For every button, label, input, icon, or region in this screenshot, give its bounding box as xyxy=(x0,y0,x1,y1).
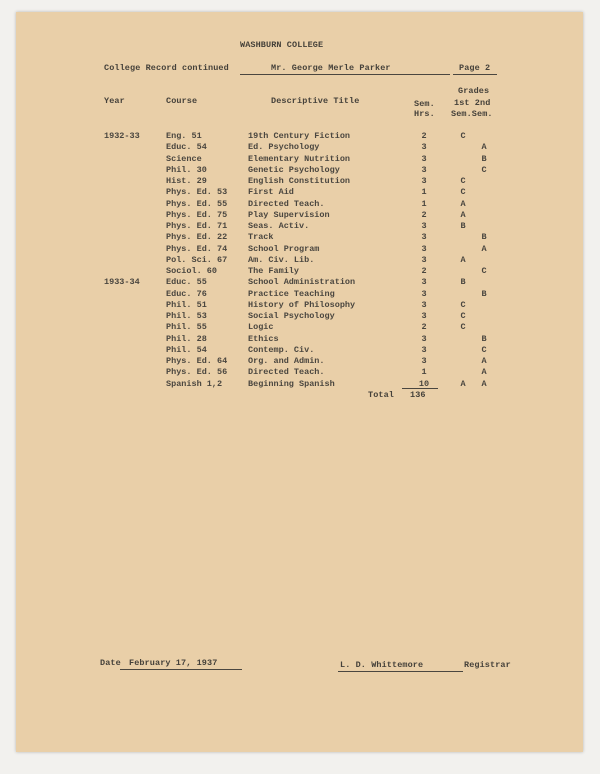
row-grade-second: B xyxy=(481,232,487,243)
col-grades: Grades xyxy=(458,86,490,96)
row-course: Phys. Ed. 74 xyxy=(166,243,228,254)
course-row xyxy=(16,244,583,255)
row-hours: 3 xyxy=(421,299,427,310)
course-row xyxy=(16,210,583,221)
row-grade-first: C xyxy=(460,131,466,141)
row-hours: 3 xyxy=(421,311,427,321)
row-grade-second: C xyxy=(481,266,487,276)
course-row xyxy=(16,176,583,187)
row-title: Social Psychology xyxy=(248,311,335,321)
row-grade-second: B xyxy=(481,333,487,344)
course-row xyxy=(16,277,583,288)
course-row xyxy=(16,165,583,176)
row-course: Science xyxy=(166,153,202,164)
row-year: 1932-33 xyxy=(104,131,140,141)
course-row xyxy=(16,311,583,322)
date-value: February 17, 1937 xyxy=(129,658,218,668)
row-year: 1933-34 xyxy=(104,277,140,288)
transcript-page xyxy=(16,12,583,752)
row-hours: 2 xyxy=(421,266,427,276)
col-hrs-2: Hrs. xyxy=(414,109,435,119)
row-grade-first: C xyxy=(460,299,466,310)
row-grade-second: A xyxy=(481,356,487,366)
row-title: Ethics xyxy=(248,333,279,344)
row-course: Phil. 54 xyxy=(166,344,207,355)
row-hours: 2 xyxy=(421,209,427,220)
course-row xyxy=(16,266,583,277)
row-title: Ed. Psychology xyxy=(248,142,320,153)
record-label: College Record continued xyxy=(104,63,229,73)
row-course: Phil. 28 xyxy=(166,333,207,344)
course-row xyxy=(16,334,583,345)
col-course: Course xyxy=(166,96,198,106)
row-hours: 1 xyxy=(421,198,427,209)
row-title: School Program xyxy=(248,243,320,254)
row-title: Am. Civ. Lib. xyxy=(248,254,315,265)
course-row xyxy=(16,345,583,356)
row-hours: 3 xyxy=(421,153,427,164)
course-row xyxy=(16,221,583,232)
row-title: English Constitution xyxy=(248,176,351,186)
row-course: Hist. 29 xyxy=(166,176,207,186)
row-title: First Aid xyxy=(248,187,294,198)
row-hours: 3 xyxy=(421,142,427,153)
row-hours: 3 xyxy=(421,344,427,355)
row-hours: 10 xyxy=(418,378,430,389)
row-title: Beginning Spanish xyxy=(248,378,335,389)
col-hrs-1: Sem. xyxy=(414,99,435,109)
row-grade-second: C xyxy=(481,344,487,355)
row-grade-first: B xyxy=(460,277,466,288)
page-underline xyxy=(453,74,497,75)
row-title: The Family xyxy=(248,266,300,276)
row-grade-first: A xyxy=(460,209,466,220)
signature-line xyxy=(338,671,463,672)
row-hours: 3 xyxy=(421,356,427,366)
row-grade-second: A xyxy=(481,367,487,378)
row-title: Directed Teach. xyxy=(248,367,325,378)
row-course: Phil. 30 xyxy=(166,164,207,175)
row-course: Sociol. 60 xyxy=(166,266,218,276)
row-course: Educ. 55 xyxy=(166,277,207,288)
name-underline xyxy=(240,74,450,75)
row-hours: 3 xyxy=(421,277,427,288)
row-title: School Administration xyxy=(248,277,356,288)
row-grade-first: C xyxy=(460,176,466,186)
row-course: Phys. Ed. 64 xyxy=(166,356,228,366)
row-hours: 3 xyxy=(421,243,427,254)
total-value: 136 xyxy=(410,390,426,400)
row-title: Play Supervision xyxy=(248,209,330,220)
row-grade-first: A xyxy=(460,378,466,389)
row-hours: 2 xyxy=(421,322,427,333)
course-row xyxy=(16,289,583,300)
row-title: History of Philosophy xyxy=(248,299,356,310)
page-number: Page 2 xyxy=(459,63,491,73)
row-title: 19th Century Fiction xyxy=(248,131,351,141)
row-hours: 3 xyxy=(421,232,427,243)
row-grade-first: A xyxy=(460,254,466,265)
date-label: Date xyxy=(100,658,121,668)
row-course: Phil. 51 xyxy=(166,299,207,310)
row-hours: 3 xyxy=(421,333,427,344)
row-course: Pol. Sci. 67 xyxy=(166,254,228,265)
course-row xyxy=(16,131,583,142)
course-row xyxy=(16,187,583,198)
col-year: Year xyxy=(104,96,125,106)
course-row xyxy=(16,232,583,243)
row-hours: 3 xyxy=(421,288,427,299)
row-course: Phys. Ed. 75 xyxy=(166,209,228,220)
course-row xyxy=(16,255,583,266)
total-rule xyxy=(402,388,438,389)
row-hours: 3 xyxy=(421,176,427,186)
total-label: Total xyxy=(368,390,395,400)
course-row xyxy=(16,300,583,311)
row-grade-first: C xyxy=(460,311,466,321)
row-course: Phil. 53 xyxy=(166,311,207,321)
row-title: Directed Teach. xyxy=(248,198,325,209)
course-row xyxy=(16,367,583,378)
institution-heading: WASHBURN COLLEGE xyxy=(240,40,324,50)
row-title: Logic xyxy=(248,322,274,333)
row-course: Spanish 1,2 xyxy=(166,378,223,389)
row-course: Phys. Ed. 53 xyxy=(166,187,228,198)
col-grades-sub: 1st 2nd xyxy=(454,98,491,108)
row-title: Track xyxy=(248,232,274,243)
col-title: Descriptive Title xyxy=(271,96,360,106)
row-hours: 3 xyxy=(421,221,427,231)
course-row xyxy=(16,379,583,390)
course-row xyxy=(16,199,583,210)
row-grade-second: A xyxy=(481,243,487,254)
course-row xyxy=(16,154,583,165)
row-title: Seas. Activ. xyxy=(248,221,310,231)
row-course: Eng. 51 xyxy=(166,131,202,141)
row-course: Phys. Ed. 56 xyxy=(166,367,228,378)
row-grade-first: A xyxy=(460,198,466,209)
row-course: Phys. Ed. 71 xyxy=(166,221,228,231)
registrar-title: Registrar xyxy=(464,660,511,670)
row-grade-second: A xyxy=(481,378,487,389)
row-grade-first: B xyxy=(460,221,466,231)
col-grades-sem: Sem.Sem. xyxy=(451,109,493,119)
course-row xyxy=(16,142,583,153)
row-grade-second: A xyxy=(481,142,487,153)
course-row xyxy=(16,322,583,333)
row-hours: 1 xyxy=(421,367,427,378)
row-hours: 3 xyxy=(421,164,427,175)
row-course: Phys. Ed. 55 xyxy=(166,198,228,209)
row-hours: 3 xyxy=(421,254,427,265)
row-title: Org. and Admin. xyxy=(248,356,325,366)
row-title: Elementary Nutrition xyxy=(248,153,351,164)
row-course: Educ. 76 xyxy=(166,288,207,299)
course-row xyxy=(16,356,583,367)
row-title: Contemp. Civ. xyxy=(248,344,315,355)
row-course: Phil. 55 xyxy=(166,322,207,333)
row-title: Genetic Psychology xyxy=(248,164,340,175)
row-grade-second: B xyxy=(481,153,487,164)
row-hours: 2 xyxy=(421,131,427,141)
row-hours: 1 xyxy=(421,187,427,198)
registrar-name: L. D. Whittemore xyxy=(340,660,424,670)
row-grade-second: C xyxy=(481,164,487,175)
student-name: Mr. George Merle Parker xyxy=(271,63,391,73)
row-grade-second: B xyxy=(481,288,487,299)
row-grade-first: C xyxy=(460,187,466,198)
row-grade-first: C xyxy=(460,322,466,333)
row-course: Educ. 54 xyxy=(166,142,207,153)
row-course: Phys. Ed. 22 xyxy=(166,232,228,243)
date-underline xyxy=(120,669,242,670)
row-title: Practice Teaching xyxy=(248,288,335,299)
